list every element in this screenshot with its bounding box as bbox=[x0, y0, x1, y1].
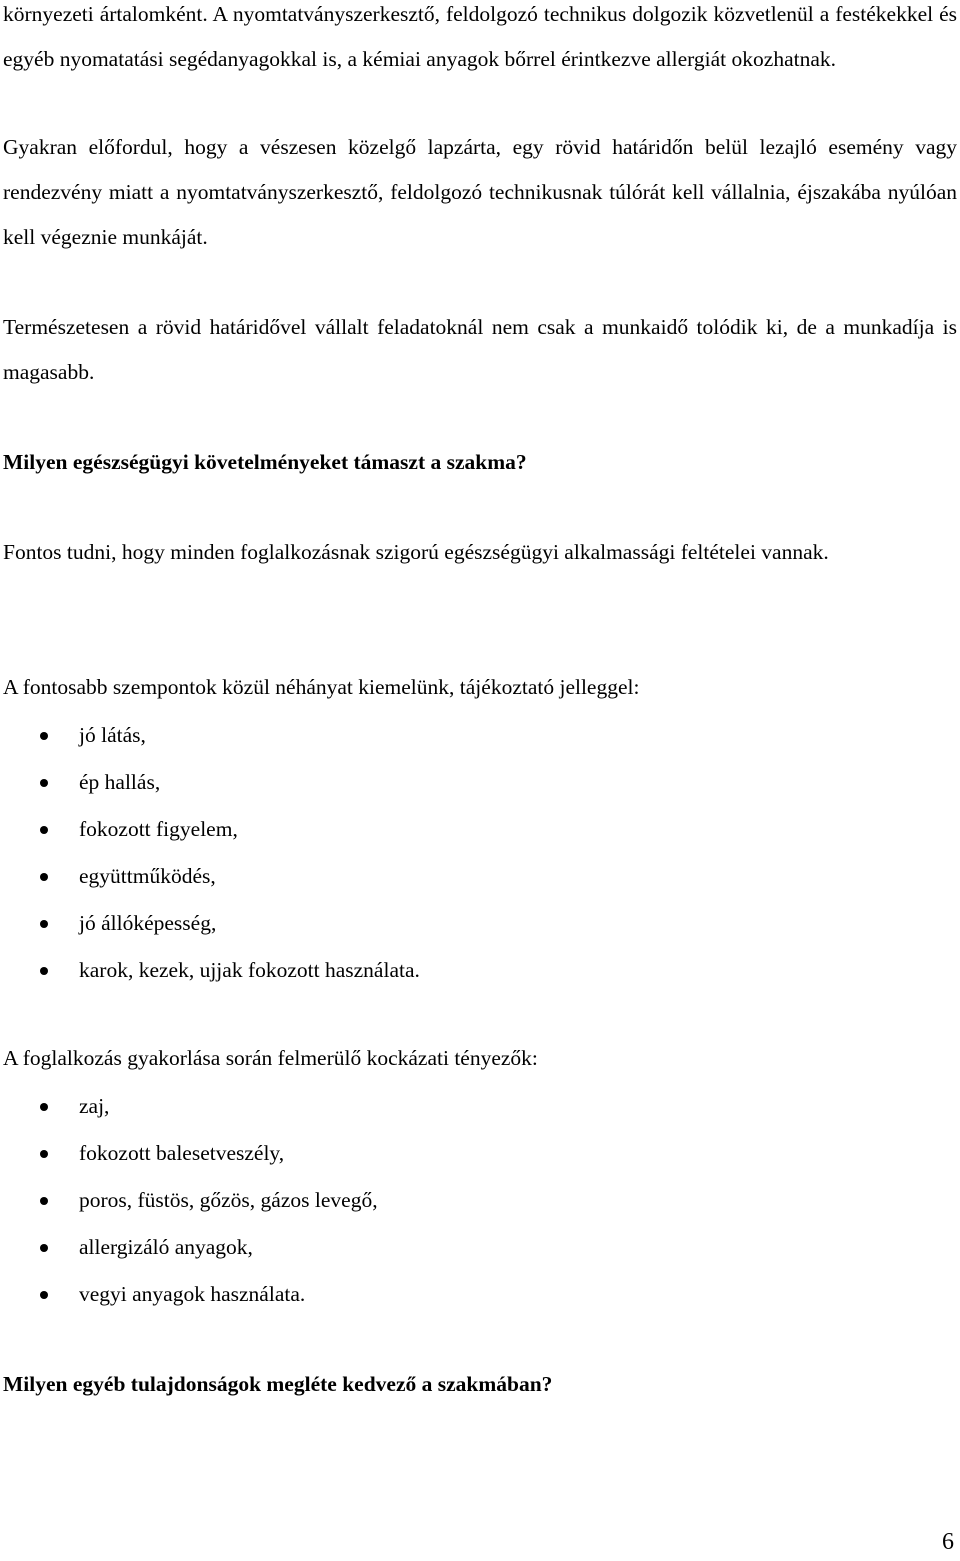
list-item: együttműködés, bbox=[3, 853, 957, 900]
heading-other-qualities: Milyen egyéb tulajdonságok megléte kedvező a szakmában? bbox=[3, 1372, 553, 1396]
bullet-icon bbox=[40, 779, 48, 787]
bullet-icon bbox=[40, 1244, 48, 1252]
document-page bbox=[3, 0, 957, 1561]
list-item: fokozott figyelem, bbox=[3, 806, 957, 853]
bullet-icon bbox=[40, 826, 48, 834]
list-item: ép hallás, bbox=[3, 759, 957, 806]
list-item: jó látás, bbox=[3, 712, 957, 759]
bullet-icon bbox=[40, 732, 48, 740]
list-item: vegyi anyagok használata. bbox=[3, 1271, 957, 1318]
list-item: zaj, bbox=[3, 1083, 957, 1130]
bullet-icon bbox=[40, 1103, 48, 1111]
list-item: fokozott balesetveszély, bbox=[3, 1130, 957, 1177]
paragraph-short-deadline: Természetesen a rövid határidővel vállalt feladatoknál nem csak a munkaidő tolódik ki, de a munkadíja is magasabb. bbox=[3, 315, 957, 384]
paragraph-overtime: Gyakran előfordul, hogy a vészesen közelgő lapzárta, egy rövid határidőn belül lezajló esemény vagy rendezvény miatt a nyomtatványszerkesztő, feldolgozó technikusnak túlórát kell vállalnia, éjszakába nyúlóan kell végeznie munkáját. bbox=[3, 135, 957, 249]
paragraph-risk-factors-intro: A foglalkozás gyakorlása során felmerülő kockázati tényezők: bbox=[3, 1046, 538, 1070]
health-requirements-list bbox=[3, 712, 957, 994]
paragraph-environmental-harm: környezeti ártalomként. A nyomtatványszerkesztő, feldolgozó technikus dolgozik közvetlenül a festékekkel és egyéb nyomatatási segédanyagokkal is, a kémiai anyagok bőrrel érintkezve allergiát okozhatnak. bbox=[3, 2, 957, 71]
list-item: karok, kezek, ujjak fokozott használata. bbox=[3, 947, 957, 994]
bullet-icon bbox=[40, 1291, 48, 1299]
bullet-icon bbox=[40, 1150, 48, 1158]
list-item: allergizáló anyagok, bbox=[3, 1224, 957, 1271]
page-number: 6 bbox=[942, 1529, 954, 1555]
bullet-icon bbox=[40, 873, 48, 881]
heading-health-requirements: Milyen egészségügyi követelményeket támaszt a szakma? bbox=[3, 450, 527, 474]
risk-factors-list bbox=[3, 1083, 957, 1318]
bullet-icon bbox=[40, 920, 48, 928]
paragraph-key-aspects-intro: A fontosabb szempontok közül néhányat kiemelünk, tájékoztató jelleggel: bbox=[3, 675, 640, 699]
bullet-icon bbox=[40, 1197, 48, 1205]
paragraph-health-conditions: Fontos tudni, hogy minden foglalkozásnak szigorú egészségügyi alkalmassági feltételei vannak. bbox=[3, 540, 829, 564]
bullet-icon bbox=[40, 967, 48, 975]
list-item: poros, füstös, gőzös, gázos levegő, bbox=[3, 1177, 957, 1224]
list-item: jó állóképesség, bbox=[3, 900, 957, 947]
